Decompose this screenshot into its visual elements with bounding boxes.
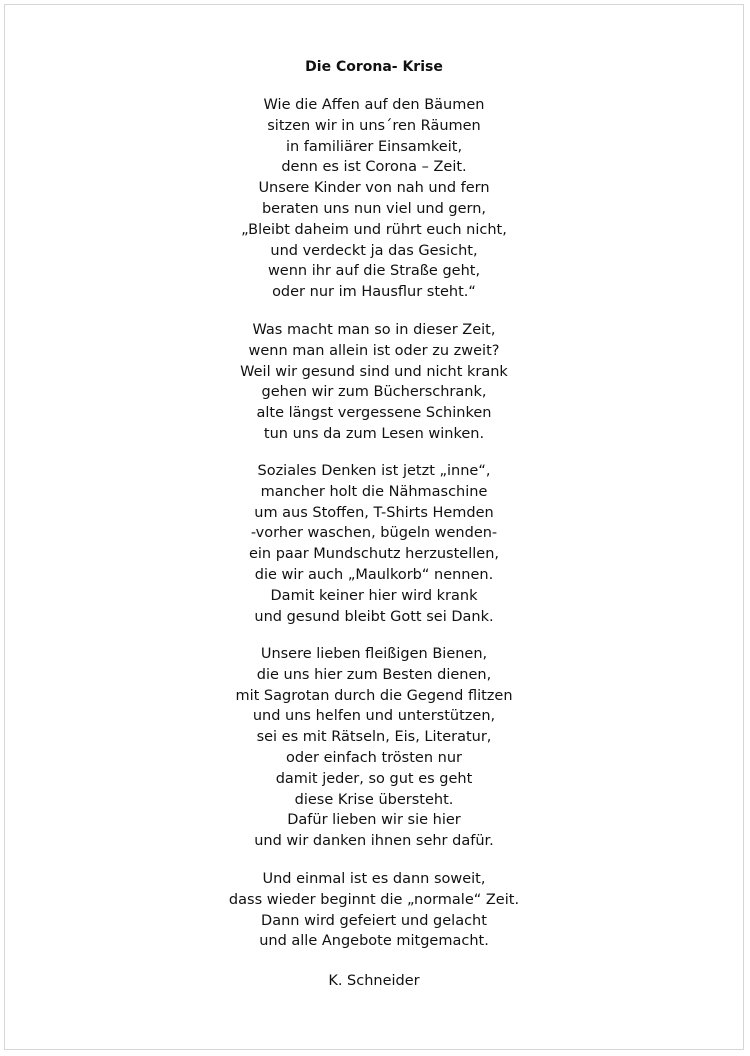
poem-line: wenn man allein ist oder zu zweit? [248, 342, 500, 359]
poem-line: Damit keiner hier wird krank [270, 587, 478, 604]
poem-line: beraten uns nun viel und gern, [261, 200, 487, 217]
poem-line: alte längst vergessene Schinken [256, 405, 492, 422]
poem-title: Die Corona- Krise [305, 59, 443, 75]
poem-line: mancher holt die Nähmaschine [260, 483, 488, 500]
stanza-4 [5, 644, 743, 852]
poem-line: um aus Stoffen, T-Shirts Hemden [254, 504, 494, 521]
document-page [4, 4, 744, 1050]
poem-line: denn es ist Corona – Zeit. [281, 159, 467, 176]
poem-line: und uns helfen und unterstützen, [252, 708, 496, 725]
poem-line: „Bleibt daheim und rührt euch nicht, [241, 221, 507, 238]
poem-line: Dafür lieben wir sie hier [287, 812, 461, 829]
stanza-3 [5, 461, 743, 627]
poem-line: sei es mit Rätseln, Eis, Literatur, [256, 729, 492, 746]
poem-line: und alle Angebote mitgemacht. [259, 933, 489, 950]
poem-line: wenn ihr auf die Straße geht, [267, 263, 481, 280]
stanza-1 [5, 95, 743, 303]
stanza-5 [5, 869, 743, 952]
poem-line: oder einfach trösten nur [286, 749, 462, 766]
poem-line: dass wieder beginnt die „normale“ Zeit. [228, 891, 520, 908]
poem-line: oder nur im Hausflur steht.“ [272, 284, 476, 301]
poem-line: Unsere lieben fleißigen Bienen, [260, 646, 488, 662]
poem-line: Wie die Affen auf den Bäumen [263, 97, 485, 113]
poem-line: damit jeder, so gut es geht [275, 770, 473, 787]
poem-line: in familiärer Einsamkeit, [285, 138, 463, 155]
poem-line: Dann wird gefeiert und gelacht [261, 912, 487, 929]
poem-line: diese Krise übersteht. [294, 791, 454, 808]
stanza-2 [5, 320, 743, 445]
poem-line: die wir auch „Maulkorb“ nennen. [254, 566, 494, 583]
poem-line: -vorher waschen, bügeln wenden- [250, 525, 498, 542]
poem-line: Soziales Denken ist jetzt „inne“, [257, 463, 491, 479]
poem-line: Was macht man so in dieser Zeit, [252, 322, 496, 338]
poem-line: mit Sagrotan durch die Gegend flitzen [235, 687, 513, 704]
poem-line: Unsere Kinder von nah und fern [258, 180, 490, 197]
poem-line: Weil wir gesund sind und nicht krank [240, 363, 508, 380]
poem-line: Und einmal ist es dann soweit, [262, 871, 486, 887]
poem-line: und verdeckt ja das Gesicht, [270, 242, 478, 259]
author-signature: K. Schneider [328, 973, 420, 989]
poem-line: gehen wir zum Bücherschrank, [261, 384, 487, 401]
poem-line: und wir danken ihnen sehr dafür. [254, 833, 494, 850]
poem-line: und gesund bleibt Gott sei Dank. [254, 608, 494, 625]
poem-line: sitzen wir in uns´ren Räumen [267, 117, 481, 134]
poem-line: tun uns da zum Lesen winken. [263, 425, 485, 442]
poem-line: ein paar Mundschutz herzustellen, [248, 546, 499, 563]
poem-line: die uns hier zum Besten dienen, [256, 666, 492, 683]
